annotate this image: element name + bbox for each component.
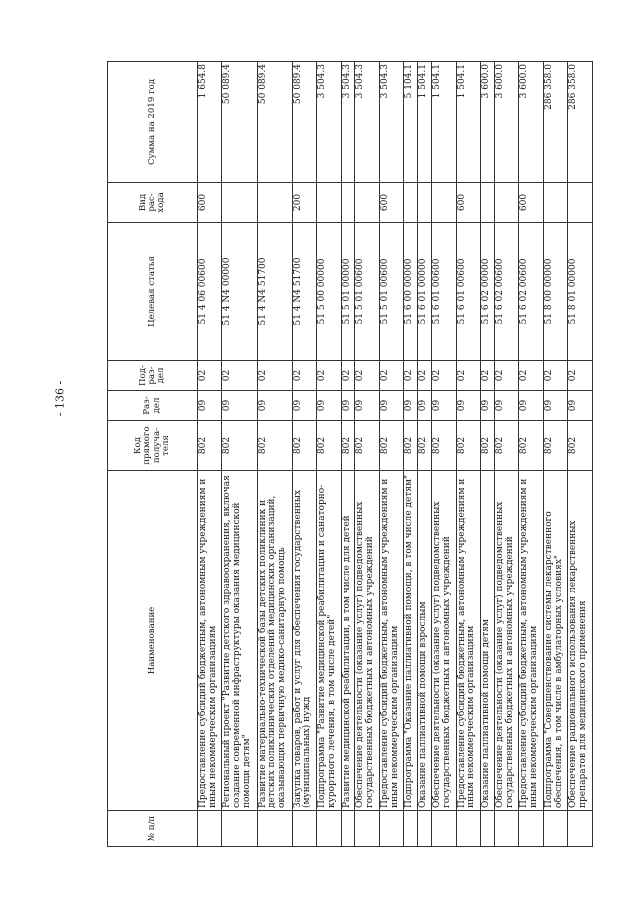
header-amount: Сумма на 2019 год xyxy=(108,62,198,183)
row-subsection: 02 xyxy=(379,361,403,391)
row-section: 09 xyxy=(198,391,222,421)
row-expense-type xyxy=(543,183,567,223)
row-amount: 50 089.4 xyxy=(257,62,292,183)
row-number xyxy=(355,811,379,847)
header-expense-type: Вид рас-хода xyxy=(108,183,198,223)
row-subsection: 02 xyxy=(418,361,432,391)
row-expense-type xyxy=(222,183,257,223)
row-target: 51 6 01 00600 xyxy=(456,223,480,361)
table-row xyxy=(355,62,379,847)
row-amount: 50 089.4 xyxy=(222,62,257,183)
row-expense-type xyxy=(432,183,456,223)
row-name: Обеспечение деятельности (оказание услуг) подведомственных государственных бюджетных и автономных учреждений xyxy=(355,471,379,811)
row-number xyxy=(418,811,432,847)
row-name: Закупка товаров, работ и услуг для обеспечения государственных (муниципальных) нужд xyxy=(292,471,316,811)
table-row xyxy=(379,62,403,847)
table-header-row xyxy=(108,62,198,847)
table-row xyxy=(568,62,593,847)
row-admin-code: 802 xyxy=(543,421,567,471)
row-section: 09 xyxy=(494,391,518,421)
table-row xyxy=(222,62,257,847)
row-admin-code: 802 xyxy=(481,421,495,471)
row-target: 51 6 02 00600 xyxy=(494,223,518,361)
row-admin-code: 802 xyxy=(198,421,222,471)
row-target: 51 5 01 00600 xyxy=(355,223,379,361)
row-subsection: 02 xyxy=(494,361,518,391)
table-row xyxy=(519,62,543,847)
row-subsection: 02 xyxy=(317,361,341,391)
row-amount: 3 504.3 xyxy=(317,62,341,183)
row-expense-type xyxy=(317,183,341,223)
row-section: 09 xyxy=(568,391,593,421)
header-name: Наименование xyxy=(108,471,198,811)
row-name: Предоставление субсидий бюджетным, автономным учреждениям и иным некоммерческим организациям xyxy=(456,471,480,811)
row-name: Подпрограмма "Развитие медицинской реабилитации и санаторно-курортного лечения, в том числе детей" xyxy=(317,471,341,811)
row-number xyxy=(404,811,418,847)
row-name: Оказание паллиативной помощи взрослым xyxy=(418,471,432,811)
row-name: Региональный проект "Развитие детского здравоохранения, включая создание современной инфраструктуры оказания медицинской помощи детям" xyxy=(222,471,257,811)
row-expense-type: 600 xyxy=(198,183,222,223)
row-target: 51 4 N4 51700 xyxy=(292,223,316,361)
row-subsection: 02 xyxy=(404,361,418,391)
header-section: Раз-дел xyxy=(108,391,198,421)
row-subsection: 02 xyxy=(341,361,355,391)
row-section: 09 xyxy=(341,391,355,421)
row-subsection: 02 xyxy=(292,361,316,391)
row-amount: 286 358.0 xyxy=(543,62,567,183)
row-section: 09 xyxy=(222,391,257,421)
row-amount: 1 504.1 xyxy=(432,62,456,183)
row-name: Обеспечение деятельности (оказание услуг) подведомственных государственных бюджетных и автономных учреждений xyxy=(494,471,518,811)
row-number xyxy=(222,811,257,847)
rotated-page xyxy=(107,62,593,847)
row-subsection: 02 xyxy=(568,361,593,391)
row-section: 09 xyxy=(292,391,316,421)
table-row xyxy=(317,62,341,847)
row-subsection: 02 xyxy=(355,361,379,391)
row-number xyxy=(317,811,341,847)
row-section: 09 xyxy=(432,391,456,421)
row-number xyxy=(292,811,316,847)
row-name: Предоставление субсидий бюджетным, автономным учреждениям и иным некоммерческим организациям xyxy=(379,471,403,811)
row-subsection: 02 xyxy=(257,361,292,391)
page-number: - 136 - xyxy=(53,380,67,417)
table-row xyxy=(543,62,567,847)
row-section: 09 xyxy=(317,391,341,421)
row-section: 09 xyxy=(418,391,432,421)
header-num: № п/п xyxy=(108,811,198,847)
row-subsection: 02 xyxy=(519,361,543,391)
table-row xyxy=(494,62,518,847)
row-expense-type xyxy=(341,183,355,223)
row-expense-type xyxy=(404,183,418,223)
row-section: 09 xyxy=(257,391,292,421)
row-name: Подпрограмма "Оказание паллиативной помощи, в том числе детям" xyxy=(404,471,418,811)
row-subsection: 02 xyxy=(432,361,456,391)
row-number xyxy=(379,811,403,847)
row-admin-code: 802 xyxy=(432,421,456,471)
table-row xyxy=(432,62,456,847)
table-row xyxy=(456,62,480,847)
row-amount: 3 504.3 xyxy=(355,62,379,183)
row-subsection: 02 xyxy=(481,361,495,391)
row-admin-code: 802 xyxy=(355,421,379,471)
row-number xyxy=(456,811,480,847)
row-expense-type xyxy=(481,183,495,223)
row-amount: 5 104.1 xyxy=(404,62,418,183)
header-admin-code: Код прямого получа-теля xyxy=(108,421,198,471)
row-subsection: 02 xyxy=(222,361,257,391)
row-admin-code: 802 xyxy=(418,421,432,471)
row-expense-type xyxy=(257,183,292,223)
table-row xyxy=(257,62,292,847)
row-amount: 50 089.4 xyxy=(292,62,316,183)
row-amount: 3 600.0 xyxy=(519,62,543,183)
row-target: 51 6 02 00600 xyxy=(519,223,543,361)
row-admin-code: 802 xyxy=(222,421,257,471)
row-admin-code: 802 xyxy=(257,421,292,471)
table-row xyxy=(198,62,222,847)
row-section: 09 xyxy=(519,391,543,421)
row-section: 09 xyxy=(456,391,480,421)
row-admin-code: 802 xyxy=(456,421,480,471)
row-number xyxy=(341,811,355,847)
row-name: Развитие материально-технической базы детских поликлиник и детских поликлинических отделений медицинских организаций, оказывающих первичную медико-санитарную помощь xyxy=(257,471,292,811)
row-number xyxy=(198,811,222,847)
row-admin-code: 802 xyxy=(494,421,518,471)
row-number xyxy=(519,811,543,847)
row-number xyxy=(568,811,593,847)
row-amount: 3 600.0 xyxy=(481,62,495,183)
row-section: 09 xyxy=(355,391,379,421)
row-expense-type: 600 xyxy=(519,183,543,223)
row-expense-type xyxy=(355,183,379,223)
row-target: 51 8 00 00000 xyxy=(543,223,567,361)
row-subsection: 02 xyxy=(543,361,567,391)
row-name: Оказание паллиативной помощи детям xyxy=(481,471,495,811)
row-amount: 3 600.0 xyxy=(494,62,518,183)
row-section: 09 xyxy=(404,391,418,421)
row-target: 51 4 06 00600 xyxy=(198,223,222,361)
table-row xyxy=(292,62,316,847)
row-number xyxy=(481,811,495,847)
table-row xyxy=(481,62,495,847)
row-admin-code: 802 xyxy=(292,421,316,471)
row-amount: 1 654.8 xyxy=(198,62,222,183)
row-target: 51 6 01 00600 xyxy=(432,223,456,361)
row-target: 51 5 00 00000 xyxy=(317,223,341,361)
row-name: Обеспечение рационального использования лекарственных препаратов для медицинского применения xyxy=(568,471,593,811)
row-name: Развитие медицинской реабилитации, в том числе для детей xyxy=(341,471,355,811)
row-target: 51 4 N4 51700 xyxy=(257,223,292,361)
row-number xyxy=(257,811,292,847)
row-target: 51 8 01 00000 xyxy=(568,223,593,361)
row-expense-type: 200 xyxy=(292,183,316,223)
row-expense-type: 600 xyxy=(379,183,403,223)
row-admin-code: 802 xyxy=(379,421,403,471)
table-row xyxy=(418,62,432,847)
row-admin-code: 802 xyxy=(404,421,418,471)
row-name: Предоставление субсидий бюджетным, автономным учреждениям и иным некоммерческим организациям xyxy=(198,471,222,811)
row-admin-code: 802 xyxy=(317,421,341,471)
header-target: Целевая статья xyxy=(108,223,198,361)
row-section: 09 xyxy=(543,391,567,421)
row-admin-code: 802 xyxy=(519,421,543,471)
row-target: 51 4 N4 00000 xyxy=(222,223,257,361)
row-amount: 3 504.3 xyxy=(341,62,355,183)
table-row xyxy=(404,62,418,847)
row-number xyxy=(543,811,567,847)
row-name: Обеспечение деятельности (оказание услуг) подведомственных государственных бюджетных и автономных учреждений xyxy=(432,471,456,811)
row-expense-type xyxy=(494,183,518,223)
header-subsection: Под-раз-дел xyxy=(108,361,198,391)
row-section: 09 xyxy=(379,391,403,421)
row-admin-code: 802 xyxy=(341,421,355,471)
row-target: 51 5 01 00600 xyxy=(379,223,403,361)
row-subsection: 02 xyxy=(456,361,480,391)
row-subsection: 02 xyxy=(198,361,222,391)
row-expense-type xyxy=(568,183,593,223)
row-amount: 3 504.3 xyxy=(379,62,403,183)
row-amount: 1 504.1 xyxy=(418,62,432,183)
row-amount: 1 504.1 xyxy=(456,62,480,183)
row-target: 51 5 01 00000 xyxy=(341,223,355,361)
row-number xyxy=(432,811,456,847)
row-expense-type xyxy=(418,183,432,223)
row-target: 51 6 01 00000 xyxy=(418,223,432,361)
budget-table xyxy=(107,61,593,847)
row-section: 09 xyxy=(481,391,495,421)
row-amount: 286 358.0 xyxy=(568,62,593,183)
row-name: Подпрограмма "Совершенствование системы лекарственного обеспечения, в том числе в амбулаторных условиях" xyxy=(543,471,567,811)
row-name: Предоставление субсидий бюджетным, автономным учреждениям и иным некоммерческим организациям xyxy=(519,471,543,811)
row-expense-type: 600 xyxy=(456,183,480,223)
table-row xyxy=(341,62,355,847)
row-number xyxy=(494,811,518,847)
row-target: 51 6 02 00000 xyxy=(481,223,495,361)
row-admin-code: 802 xyxy=(568,421,593,471)
row-target: 51 6 00 00000 xyxy=(404,223,418,361)
